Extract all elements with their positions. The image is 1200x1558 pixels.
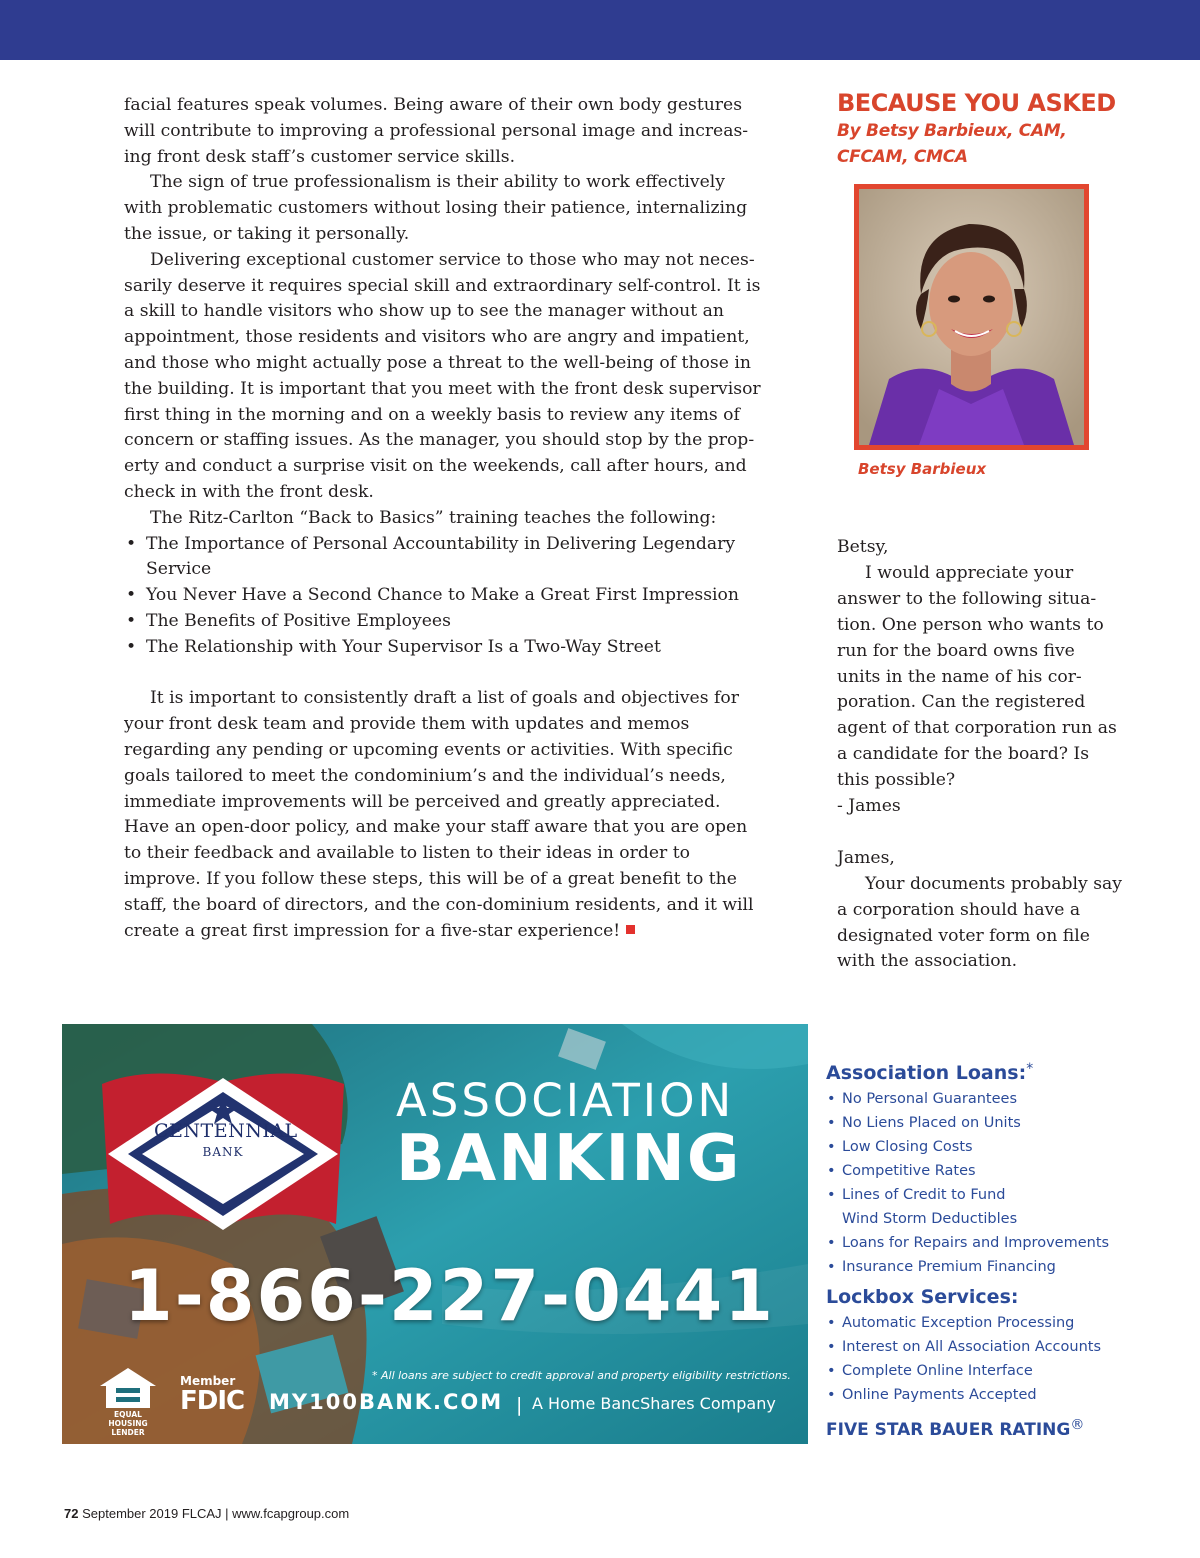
reader-letter: [837, 535, 1122, 975]
bullet-icon: •: [827, 1187, 836, 1203]
list-item: • The Importance of Personal Accountability in Delivering Legendary Service: [126, 533, 736, 580]
bullet-icon: •: [827, 1091, 836, 1107]
ad-headline: ASSOCIATION: [396, 1074, 735, 1127]
reply-salutation: James,: [837, 847, 895, 868]
bullet-icon: •: [126, 585, 137, 606]
list-item: • Lines of Credit to Fund Wind Storm Deductibles: [826, 1183, 1036, 1231]
list-item: • Online Payments Accepted: [826, 1383, 1156, 1407]
equal-housing-text: EQUAL HOUSING LENDER: [108, 1410, 148, 1437]
article-closing: It is important to consistently draft a list of goals and objectives for your front desk team and provide them with updates and memos regarding any pending or upcoming events or activities. With specific goals tailored to meet the condominium’s and the individual’s needs, immediate improvements will be perceived and greatly appreciated. Have an open-door policy, and make your staff aware that you are open to their feedback and available to listen to their ideas in order to improve. If you follow these steps, this will be of a great benefit to the staff, the board of directors, and the con-dominium residents, and it will create a great first impression for a five-star experience!: [124, 688, 754, 941]
article-body: [124, 93, 764, 944]
bullet-icon: •: [827, 1259, 836, 1275]
list-item: • No Personal Guarantees: [826, 1087, 1156, 1111]
bullet-icon: •: [126, 533, 137, 554]
article-paragraph: The sign of true professionalism is their ability to work effectively with problematic customers without losing their patience, internalizing the issue, or taking it personally.: [124, 172, 748, 244]
article-paragraph: facial features speak volumes. Being aware of their own body gestures will contribute to improving a professional personal image and increas-ing front desk staff’s customer service skills.: [124, 95, 749, 167]
list-item: • Complete Online Interface: [826, 1359, 1156, 1383]
reply-text: Your documents probably say a corporation should have a designated voter form on file with the association.: [837, 873, 1122, 972]
bullet-icon: •: [126, 636, 137, 657]
letter-question: I would appreciate your answer to the following situa-tion. One person who wants to run for the board owns five units in the name of his cor-poration. Can the registered agent of that corporation run as a candidate for the board? Is this possible?: [837, 562, 1117, 791]
loans-list: [826, 1087, 1156, 1279]
bank-subtitle: BANK: [202, 1145, 244, 1159]
list-item: • Automatic Exception Processing: [826, 1311, 1156, 1335]
article-paragraph: Delivering exceptional customer service to those who may not neces-sarily deserve it requires special skill and extraordinary self-control. It is a skill to handle visitors who show up to see the manager without an appointment, those residents and visitors who are angry and impatient, and those who might actually pose a threat to the well-being of those in the building. It is important that you meet with the front desk supervisor first thing in the morning and on a weekly basis to review any items of concern or staffing issues. As the manager, you should stop by the prop-erty and conduct a surprise visit on the weekends, call after hours, and check in with the front desk.: [124, 249, 761, 502]
lockbox-heading: Lockbox Services:: [826, 1286, 1019, 1308]
letter-salutation: Betsy,: [837, 537, 889, 557]
bank-name: CENTENNIAL: [154, 1120, 298, 1142]
list-item: • The Relationship with Your Supervisor Is a Two-Way Street: [124, 635, 764, 661]
list-item: • Competitive Rates: [826, 1159, 1156, 1183]
bank-advertisement: [62, 1024, 808, 1444]
article-bullet-list: [124, 532, 764, 661]
lockbox-list: [826, 1311, 1156, 1407]
bullet-icon: •: [827, 1115, 836, 1131]
ad-company: A Home BancShares Company: [532, 1394, 776, 1413]
letter-signoff: - James: [837, 796, 901, 817]
ad-phone-number: 1-866-227-0441: [124, 1255, 775, 1337]
column-header: [837, 88, 1127, 170]
list-item: • No Liens Placed on Units: [826, 1111, 1156, 1135]
header-bar: [0, 0, 1200, 60]
bullet-icon: •: [827, 1363, 836, 1379]
photo-caption: Betsy Barbieux: [858, 460, 987, 478]
separator: |: [516, 1394, 523, 1416]
rating-badge: FIVE STAR BAUER RATING®: [826, 1417, 1085, 1440]
list-item: • Loans for Repairs and Improvements: [826, 1231, 1156, 1255]
bullet-icon: •: [827, 1235, 836, 1251]
page-number: 72: [64, 1506, 79, 1521]
list-item: • The Benefits of Positive Employees: [124, 609, 764, 635]
list-item: • Interest on All Association Accounts: [826, 1335, 1156, 1359]
bullet-icon: •: [827, 1339, 836, 1355]
ad-headline-bold: BANKING: [396, 1122, 742, 1196]
article-paragraph: The Ritz-Carlton “Back to Basics” training teaches the following:: [150, 507, 717, 528]
ad-disclaimer: * All loans are subject to credit approval and property eligibility restrictions.: [372, 1369, 791, 1382]
ad-feature-list: [826, 1055, 1156, 1442]
bullet-icon: •: [827, 1163, 836, 1179]
bullet-icon: •: [827, 1315, 836, 1331]
fdic-logo: FDIC: [180, 1386, 245, 1416]
list-item: • You Never Have a Second Chance to Make a Great First Impression: [124, 583, 764, 609]
column-title: BECAUSE YOU ASKED: [837, 89, 1116, 117]
list-item: • Low Closing Costs: [826, 1135, 1156, 1159]
end-of-article-icon: [626, 925, 635, 934]
bullet-icon: •: [126, 610, 137, 631]
bullet-icon: •: [827, 1139, 836, 1155]
author-photo: [854, 184, 1089, 450]
footer-info: September 2019 FLCAJ | www.fcapgroup.com: [82, 1506, 350, 1521]
byline: CFCAM, CMCA: [837, 147, 968, 167]
loans-heading: Association Loans:*: [826, 1061, 1034, 1084]
member-label: Member: [180, 1374, 236, 1388]
page-footer: [64, 1506, 349, 1521]
ad-website: MY100BANK.COM: [269, 1390, 504, 1414]
bullet-icon: •: [827, 1387, 836, 1403]
byline: By Betsy Barbieux, CAM,: [837, 121, 1067, 141]
list-item: • Insurance Premium Financing: [826, 1255, 1156, 1279]
